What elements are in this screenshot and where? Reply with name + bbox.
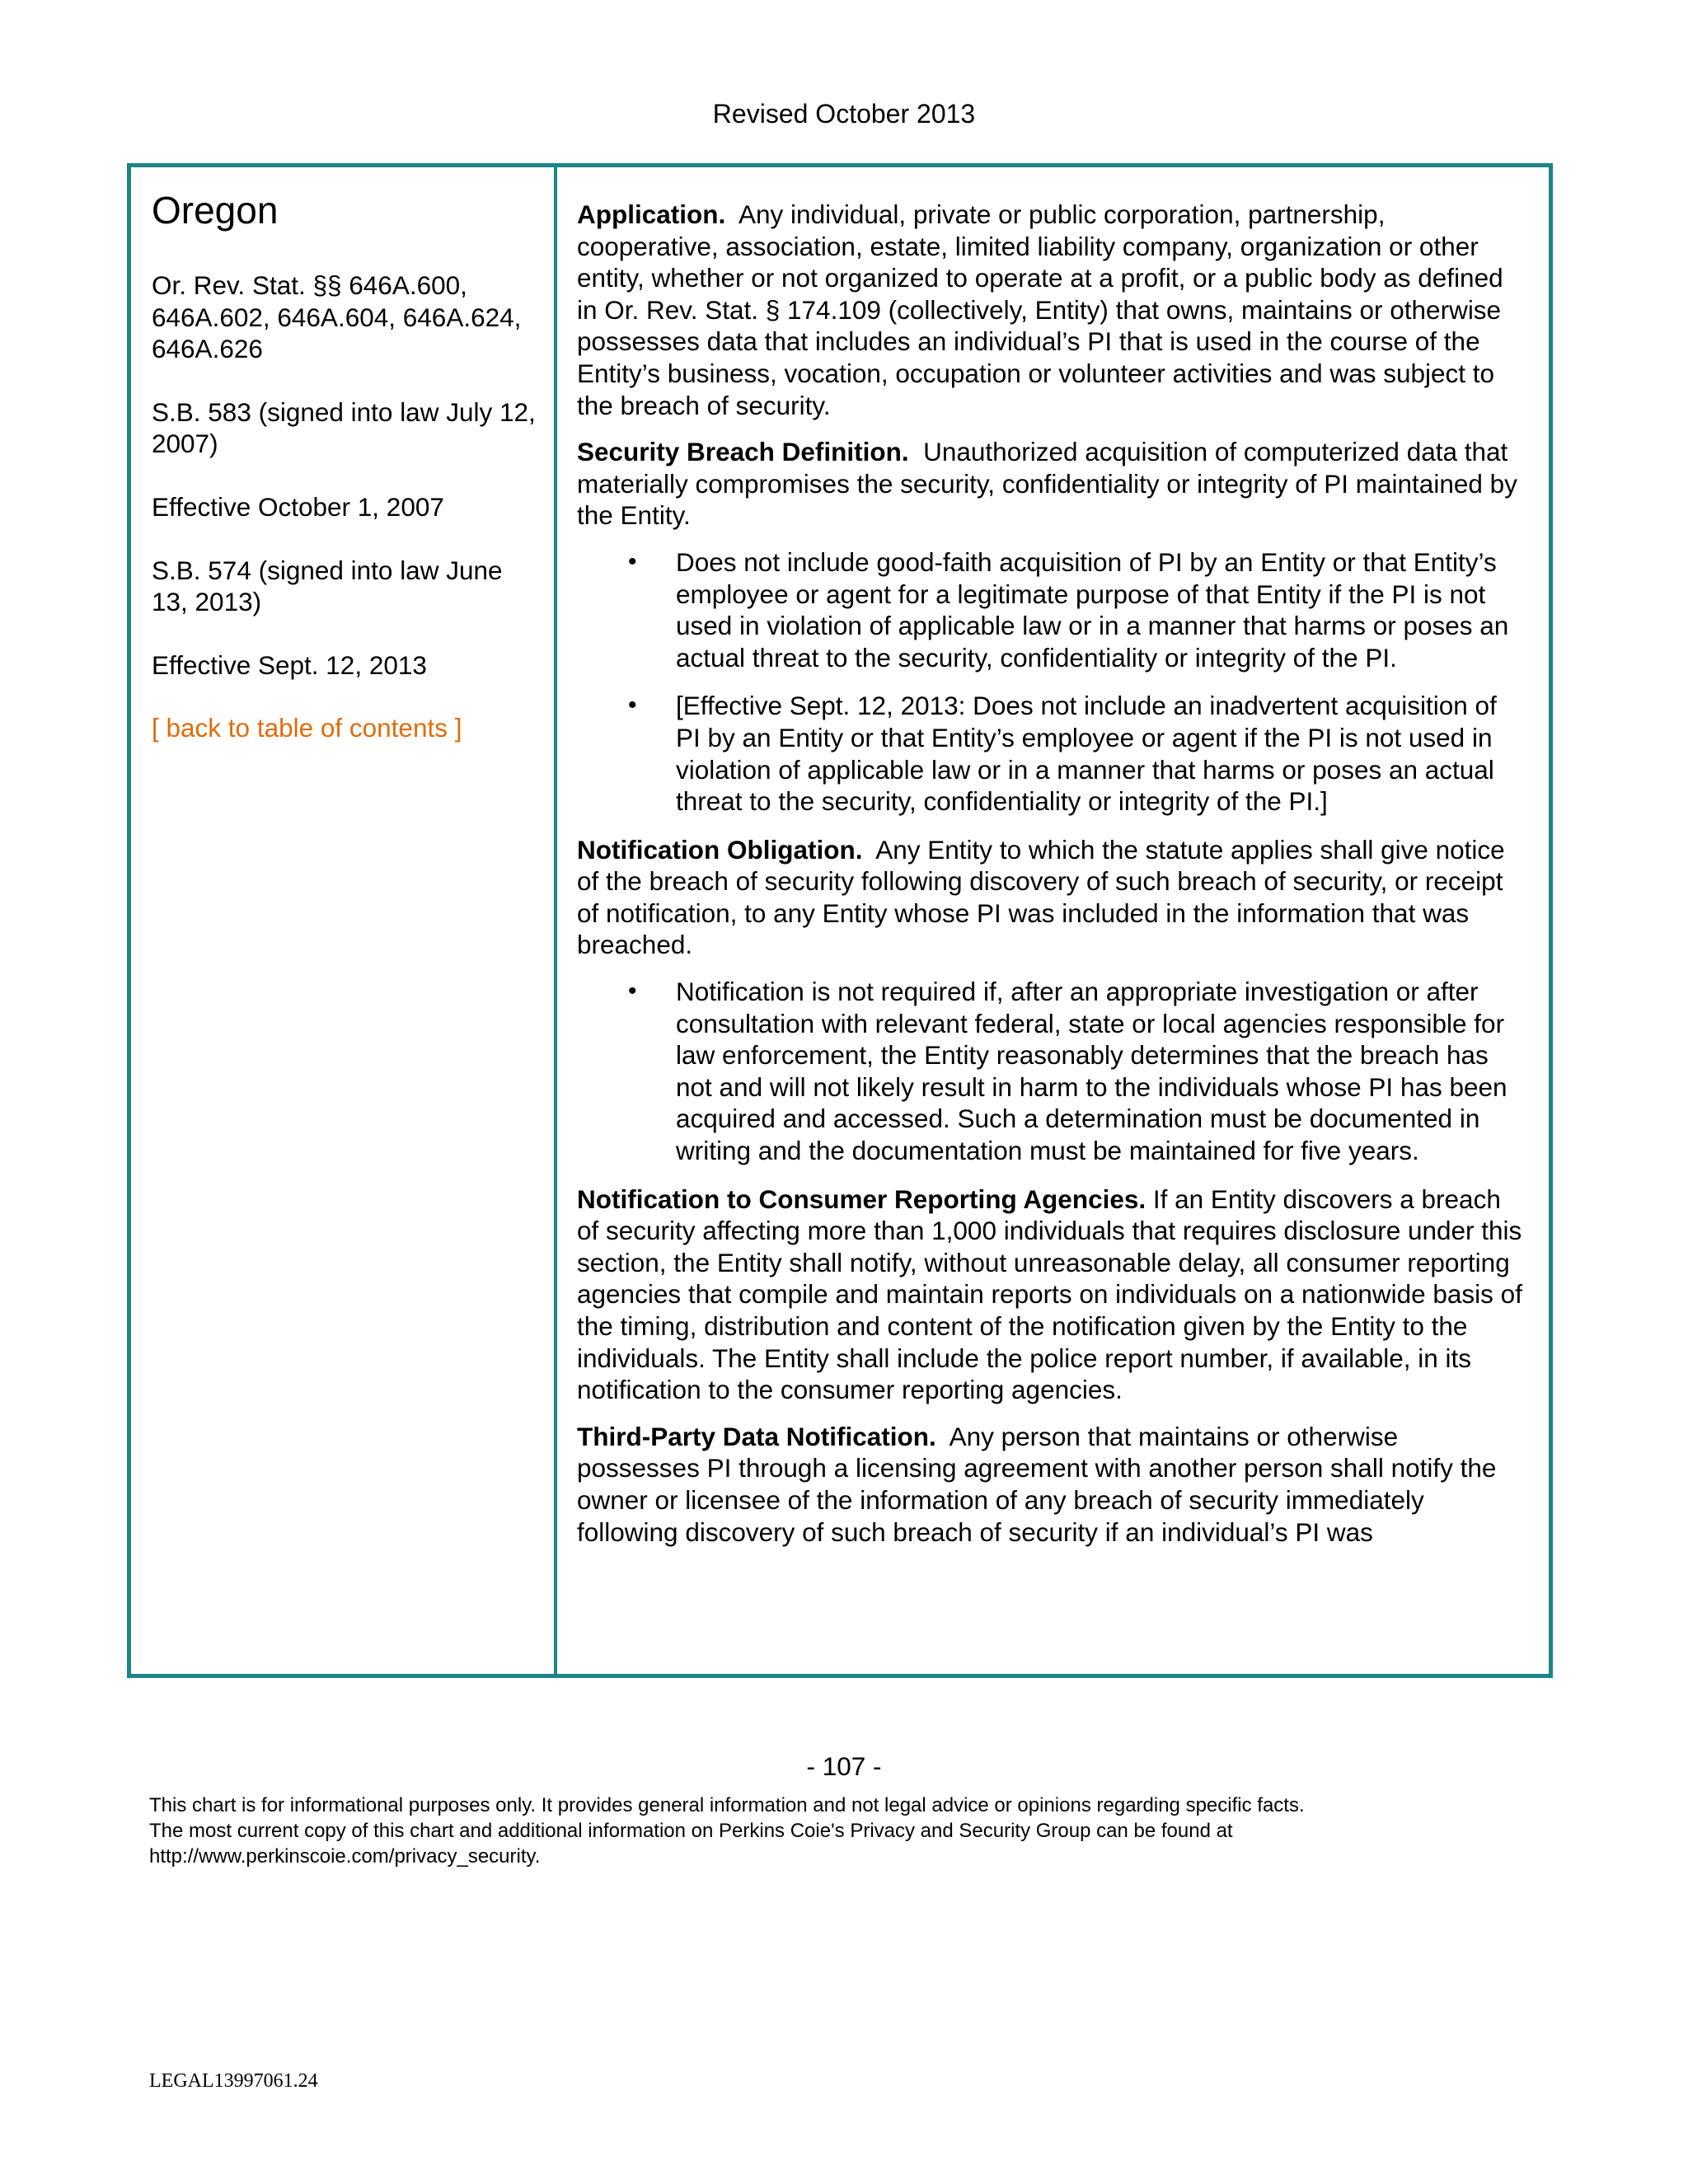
back-to-toc-link[interactable]: [ back to table of contents ] [152, 713, 462, 743]
list-item [577, 546, 1524, 673]
state-law-table [127, 163, 1553, 1678]
third-party-section [577, 1421, 1524, 1548]
breach-definition-text: Unauthorized acquisition of computerized data that materially compromises the security, confidentiality or integrity of PI maintained by the Entity. [577, 437, 1517, 531]
bullet-icon: • [628, 977, 637, 1005]
notification-obligation-heading: Notification Obligation. [577, 834, 863, 865]
application-section [577, 199, 1524, 421]
sb574-info: S.B. 574 (signed into law June 13, 2013) [152, 555, 503, 617]
breach-definition-section [577, 436, 1524, 532]
bullet-text: Does not include good-faith acquisition of PI by an Entity or that Entity’s employee or agent for a legitimate purpose of that Entity if the PI is not used in violation of applicable law or in a manner that harms or poses an actual threat to the security, confidentiality or integrity of the PI. [676, 546, 1509, 673]
effective-date-2013: Effective Sept. 12, 2013 [152, 649, 427, 680]
consumer-reporting-heading: Notification to Consumer Reporting Agencies. [577, 1183, 1146, 1214]
bullet-icon: • [628, 547, 637, 575]
bullet-text: Notification is not required if, after an appropriate investigation or after consultation with relevant federal, state or local agencies responsible for law enforcement, the Entity reasonably determines that the breach has not and will not likely result in harm to the individuals whose PI has been acquired and accessed. Such a determination must be documented in writing and the documentation must be maintained for five years. [676, 977, 1507, 1166]
page-number: - 107 - [806, 1751, 882, 1781]
breach-definition-bullets [577, 546, 1524, 818]
consumer-reporting-section [577, 1183, 1524, 1406]
application-heading: Application. [577, 199, 726, 229]
footer-line: This chart is for informational purposes only. It provides general information and not legal advice or opinions regarding specific facts. [149, 1794, 1305, 1816]
notification-obligation-section [577, 834, 1524, 961]
state-title: Oregon [152, 189, 279, 232]
statute-citations: Or. Rev. Stat. §§ 646A.600, 646A.602, 646A.604, 646A.624, 646A.626 [152, 270, 522, 364]
bullet-icon: • [628, 691, 637, 719]
notification-obligation-bullets [577, 976, 1524, 1167]
application-text: Any individual, private or public corporation, partnership, cooperative, association, estate, limited liability company, organization or other entity, whether or not organized to operate at a profit, or a public body as defined in Or. Rev. Stat. § 174.109 (collectively, Entity) that owns, maintains or otherwise possesses data that includes an individual’s PI that is used in the course of the Entity’s business, vocation, occupation or volunteer activities and was subject to the breach of security. [577, 199, 1503, 420]
sb583-info: S.B. 583 (signed into law July 12, 2007) [152, 396, 536, 459]
effective-date-2007: Effective October 1, 2007 [152, 491, 444, 522]
footer-url[interactable]: http://www.perkinscoie.com/privacy_security. [149, 1845, 541, 1868]
third-party-text: Any person that maintains or otherwise possesses PI through a licensing agreement with another person shall notify the owner or licensee of the information of any breach of security immediately following discovery of such breach of security if an individual’s PI was [577, 1421, 1497, 1547]
footer-disclaimer [149, 1793, 1633, 1869]
list-item [577, 976, 1524, 1167]
left-column [131, 167, 557, 1674]
notification-obligation-text: Any Entity to which the statute applies shall give notice of the breach of security following discovery of such breach of security, or receipt of notification, to any Entity whose PI was included in the information that was breached. [577, 834, 1505, 960]
document-id: LEGAL13997061.24 [149, 2070, 318, 2092]
footer-line: The most current copy of this chart and additional information on Perkins Coie's Privacy and Security Group can be found at [149, 1820, 1233, 1842]
list-item [577, 690, 1524, 817]
breach-definition-heading: Security Breach Definition. [577, 437, 909, 467]
third-party-heading: Third-Party Data Notification. [577, 1421, 936, 1451]
bullet-text: [Effective Sept. 12, 2013: Does not include an inadvertent acquisition of PI by an Entity or that Entity’s employee or agent if the PI is not used in violation of applicable law or in a manner that harms or poses an actual threat to the security, confidentiality or integrity of the PI.] [676, 691, 1497, 817]
right-column [557, 167, 1549, 1674]
revised-date-header: Revised October 2013 [712, 99, 976, 129]
consumer-reporting-text: If an Entity discovers a breach of security affecting more than 1,000 individuals that requires disclosure under this section, the Entity shall notify, without unreasonable delay, all consumer reporting agencies that compile and maintain reports on individuals on a nationwide basis of the timing, distribution and content of the notification given by the Entity to the individuals. The Entity shall include the police report number, if available, in its notification to the consumer reporting agencies. [577, 1183, 1522, 1405]
